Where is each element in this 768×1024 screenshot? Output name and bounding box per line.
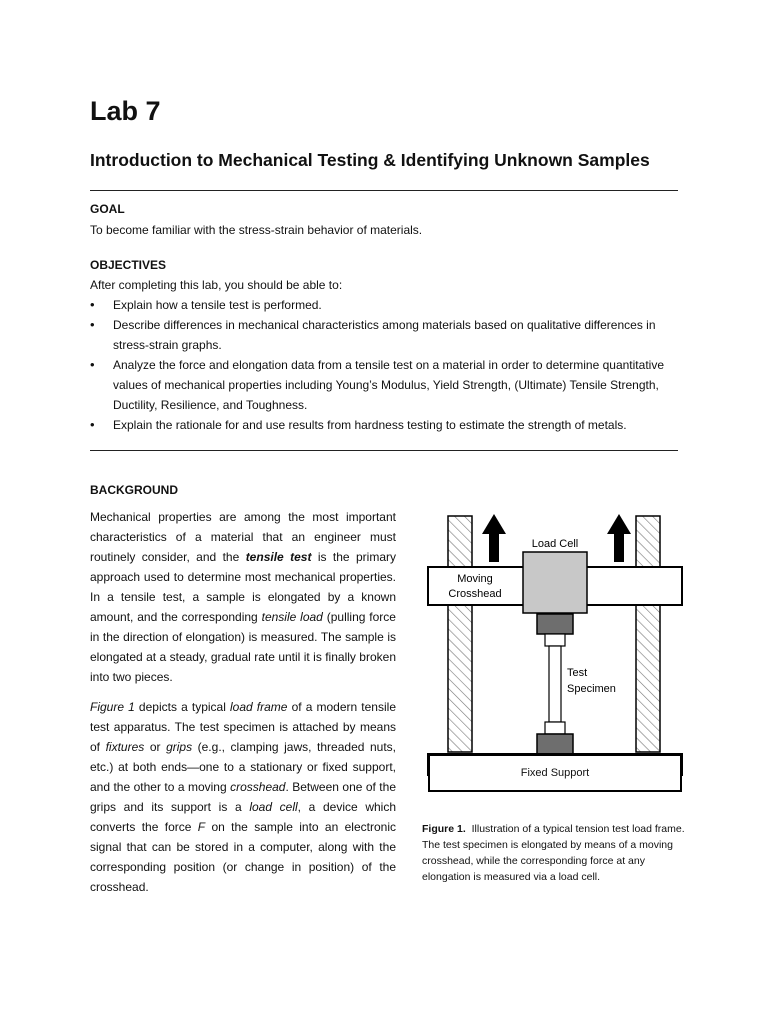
objective-text: Explain the rationale for and use results from hardness testing to estimate the strength of metals. [113, 418, 627, 432]
left-column [448, 516, 472, 752]
lab-subtitle: Introduction to Mechanical Testing & Identifying Unknown Samples [90, 150, 650, 170]
list-item [90, 415, 678, 435]
caption-label: Figure 1. [422, 823, 466, 835]
divider [90, 450, 678, 451]
background-paragraph-2: Figure 1 depicts a typical load frame of a modern tensile test apparatus. The test specimen is attached by means of fixtures or grips (e.g., clamping jaws, threaded nuts, etc.) at both ends—one to a stationary or fixed support, and the other to a moving crosshead. Between one of the grips and its support is a load cell, a device which converts the force F on the sample into an electronic signal that can be stored in a computer, along with the corresponding position (or change in position) of the crosshead. [90, 700, 397, 894]
objectives-list [90, 295, 678, 435]
background-heading: BACKGROUND [90, 483, 178, 497]
lower-grip [537, 734, 573, 754]
objective-text: Describe differences in mechanical characteristics among materials based on qualitative differences in stress-strain graphs. [113, 318, 656, 352]
test-specimen [549, 646, 561, 722]
lower-fixture [545, 722, 565, 734]
test-label: Test [567, 667, 588, 679]
upper-grip [537, 614, 573, 634]
background-paragraph-1: Mechanical properties are among the most important characteristics of a material that an engineer must routinely consider, and the tensile test is the primary approach used to determine most mechanical properties. In a tensile test, a sample is elongated by a known amount, and the corresponding tensile load (pulling force in the direction of elongation) is measured. The sample is elongated at a steady, gradual rate until it is finally broken into two pieces. [90, 510, 396, 684]
objectives-heading: OBJECTIVES [90, 258, 167, 272]
background-body [90, 507, 396, 907]
specimen-label: Specimen [567, 683, 616, 695]
load-cell-label: Load Cell [531, 538, 579, 550]
left-arrow-icon [482, 514, 506, 562]
objectives-intro: After completing this lab, you should be able to: [90, 278, 343, 292]
lab-title: Lab 7 [90, 96, 161, 126]
list-item [90, 295, 678, 315]
upper-fixture [545, 634, 565, 646]
right-column [636, 516, 660, 752]
load-cell [523, 552, 587, 613]
goal-text: To become familiar with the stress-strain behavior of materials. [90, 223, 423, 237]
bullet-icon: • [90, 417, 95, 432]
bullet-icon: • [90, 357, 95, 372]
load-frame-figure [424, 506, 686, 776]
list-item [90, 315, 678, 355]
list-item [90, 355, 678, 415]
right-arrow-icon [607, 514, 631, 562]
crosshead-label: Crosshead [448, 588, 502, 600]
bullet-icon: • [90, 317, 95, 332]
divider [90, 190, 678, 191]
moving-label: Moving [457, 573, 493, 585]
objective-text: Explain how a tensile test is performed. [113, 298, 322, 312]
objective-text: Analyze the force and elongation data from a tensile test on a material in order to determine quantitative values of mechanical properties including Young’s Modulus, Yield Strength, (Ultimate) Tensile Strength, Ductility, Resilience, and Toughness. [113, 358, 664, 412]
goal-heading: GOAL [90, 202, 125, 216]
caption-text: Illustration of a typical tension test load frame. The test specimen is elongated by means of a moving crosshead, while the corresponding force at any elongation is measured via a load cell. [422, 823, 685, 883]
figure-caption [422, 821, 690, 885]
fixed-support-label: Fixed Support [520, 767, 590, 779]
fixed-support-box [428, 754, 682, 792]
bullet-icon: • [90, 297, 95, 312]
